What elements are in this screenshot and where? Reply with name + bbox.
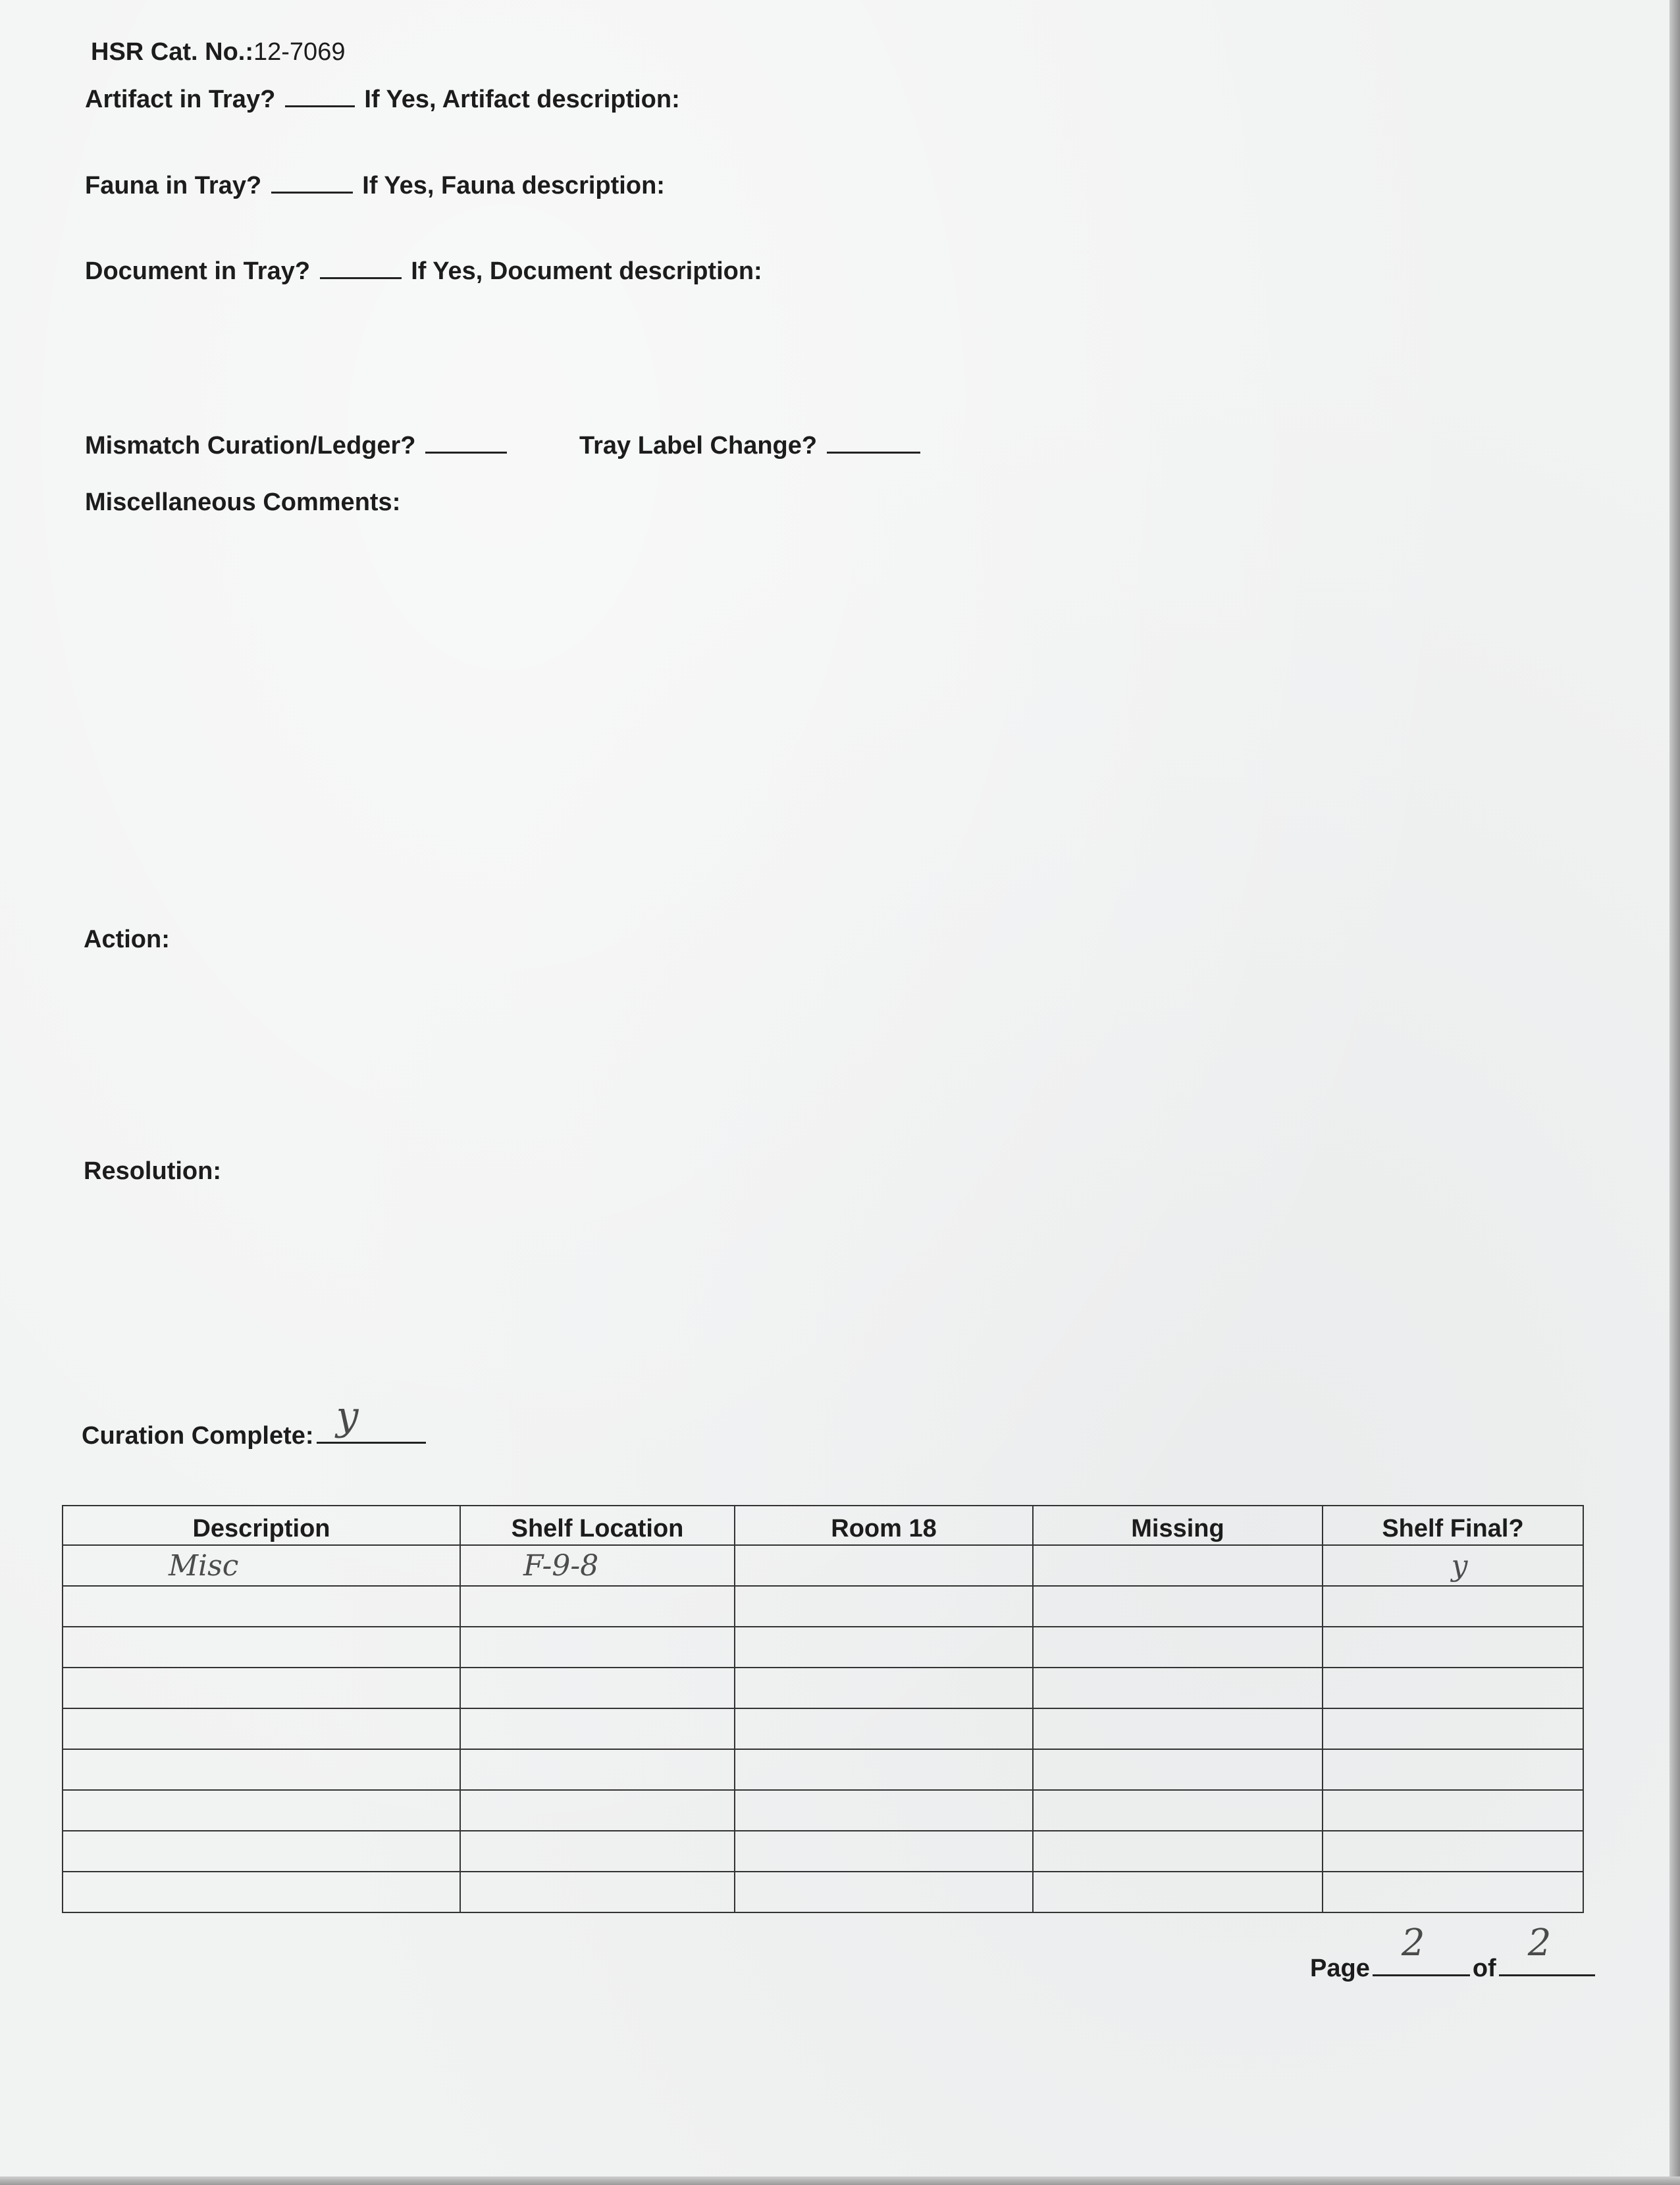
misc-comments-label: Miscellaneous Comments:	[85, 488, 401, 516]
table-cell-description[interactable]	[63, 1749, 460, 1790]
table-cell-shelf-final[interactable]	[1323, 1586, 1583, 1627]
table-cell-description[interactable]	[63, 1586, 460, 1627]
table-row	[63, 1790, 1583, 1831]
table-cell-shelf-location[interactable]	[460, 1627, 735, 1668]
table-cell-missing[interactable]	[1033, 1627, 1323, 1668]
table-cell-description[interactable]	[63, 1872, 460, 1912]
table-cell-description[interactable]	[63, 1790, 460, 1831]
table-cell-missing[interactable]	[1033, 1545, 1323, 1586]
table-row	[63, 1831, 1583, 1872]
page-number-value: 2	[1401, 1922, 1425, 1964]
table-row	[63, 1872, 1583, 1912]
table-cell-shelf-final[interactable]	[1323, 1708, 1583, 1749]
table-cell-description[interactable]	[63, 1831, 460, 1872]
action-label: Action:	[84, 926, 170, 953]
table-cell-room-18[interactable]	[735, 1749, 1033, 1790]
table-cell-shelf-location[interactable]: F-9-8	[460, 1545, 735, 1586]
table-cell-room-18[interactable]	[735, 1872, 1033, 1912]
catalog-number-value: 12-7069	[253, 38, 346, 66]
artifact-answer-field[interactable]	[285, 86, 355, 107]
curation-log-table	[62, 1505, 1584, 1913]
catalog-number-label: HSR Cat. No.:	[91, 38, 253, 66]
document-row	[85, 256, 762, 286]
curation-complete-row	[82, 1393, 429, 1451]
table-cell-shelf-final[interactable]	[1323, 1872, 1583, 1912]
header-room-18: Room 18	[735, 1506, 1033, 1545]
scan-edge-right	[1669, 0, 1680, 2185]
table-cell-missing[interactable]	[1033, 1749, 1323, 1790]
tray-label-change-row	[579, 431, 923, 461]
table-cell-room-18[interactable]	[735, 1627, 1033, 1668]
tray-label-change-label: Tray Label Change?	[579, 432, 818, 460]
mismatch-row	[85, 431, 510, 461]
resolution-label: Resolution:	[84, 1157, 221, 1185]
table-row	[63, 1668, 1583, 1708]
table-cell-room-18[interactable]	[735, 1831, 1033, 1872]
document-description-label: If Yes, Document description:	[411, 257, 762, 285]
table-cell-room-18[interactable]	[735, 1586, 1033, 1627]
artifact-description-label: If Yes, Artifact description:	[364, 86, 680, 113]
document-label: Document in Tray?	[85, 257, 311, 285]
table-cell-shelf-final[interactable]: y	[1323, 1545, 1583, 1586]
mismatch-answer-field[interactable]	[425, 432, 507, 454]
table-cell-missing[interactable]	[1033, 1872, 1323, 1912]
fauna-answer-field[interactable]	[271, 172, 353, 194]
table-cell-shelf-final[interactable]	[1323, 1831, 1583, 1872]
table-cell-description[interactable]	[63, 1627, 460, 1668]
table-cell-missing[interactable]	[1033, 1831, 1323, 1872]
artifact-row	[85, 84, 680, 115]
table-cell-shelf-location[interactable]	[460, 1668, 735, 1708]
page-total-value: 2	[1527, 1922, 1552, 1964]
table-row	[63, 1708, 1583, 1749]
document-answer-field[interactable]	[320, 257, 402, 279]
table-cell-shelf-location[interactable]	[460, 1872, 735, 1912]
table-cell-shelf-final[interactable]	[1323, 1668, 1583, 1708]
table-cell-room-18[interactable]	[735, 1545, 1033, 1586]
page-count	[1310, 1922, 1598, 1984]
page-label: Page	[1310, 1955, 1370, 1982]
table-cell-shelf-final[interactable]	[1323, 1627, 1583, 1668]
table-cell-shelf-location[interactable]	[460, 1749, 735, 1790]
table-cell-shelf-location[interactable]	[460, 1790, 735, 1831]
table-row	[63, 1586, 1583, 1627]
table-cell-shelf-final[interactable]	[1323, 1790, 1583, 1831]
header-shelf-location: Shelf Location	[460, 1506, 735, 1545]
header-missing: Missing	[1033, 1506, 1323, 1545]
artifact-label: Artifact in Tray?	[85, 86, 276, 113]
mismatch-label: Mismatch Curation/Ledger?	[85, 432, 416, 460]
header-shelf-final: Shelf Final?	[1323, 1506, 1583, 1545]
fauna-description-label: If Yes, Fauna description:	[362, 172, 665, 199]
table-row	[63, 1627, 1583, 1668]
table-cell-shelf-location[interactable]	[460, 1586, 735, 1627]
page-number-field[interactable]	[1373, 1922, 1470, 1976]
table-cell-room-18[interactable]	[735, 1668, 1033, 1708]
table-row	[63, 1545, 1583, 1586]
fauna-label: Fauna in Tray?	[85, 172, 262, 199]
catalog-number	[91, 37, 345, 67]
scan-edge-bottom	[0, 2176, 1680, 2185]
page-total-field[interactable]	[1499, 1922, 1595, 1976]
curation-complete-value: y	[336, 1393, 359, 1439]
table-cell-room-18[interactable]	[735, 1708, 1033, 1749]
table-header-row	[63, 1506, 1583, 1545]
table-cell-description[interactable]	[63, 1668, 460, 1708]
table-row	[63, 1749, 1583, 1790]
table-cell-room-18[interactable]	[735, 1790, 1033, 1831]
table-cell-description[interactable]: Misc	[63, 1545, 460, 1586]
table-cell-shelf-location[interactable]	[460, 1708, 735, 1749]
tray-label-change-answer-field[interactable]	[827, 432, 920, 454]
of-label: of	[1472, 1955, 1496, 1982]
table-cell-missing[interactable]	[1033, 1586, 1323, 1627]
table-cell-shelf-location[interactable]	[460, 1831, 735, 1872]
header-description: Description	[63, 1506, 460, 1545]
table-cell-missing[interactable]	[1033, 1790, 1323, 1831]
curation-complete-label: Curation Complete:	[82, 1422, 314, 1450]
table-cell-missing[interactable]	[1033, 1668, 1323, 1708]
curation-complete-field[interactable]	[317, 1393, 426, 1444]
table-cell-missing[interactable]	[1033, 1708, 1323, 1749]
table-cell-description[interactable]	[63, 1708, 460, 1749]
table-cell-shelf-final[interactable]	[1323, 1749, 1583, 1790]
fauna-row	[85, 171, 665, 201]
